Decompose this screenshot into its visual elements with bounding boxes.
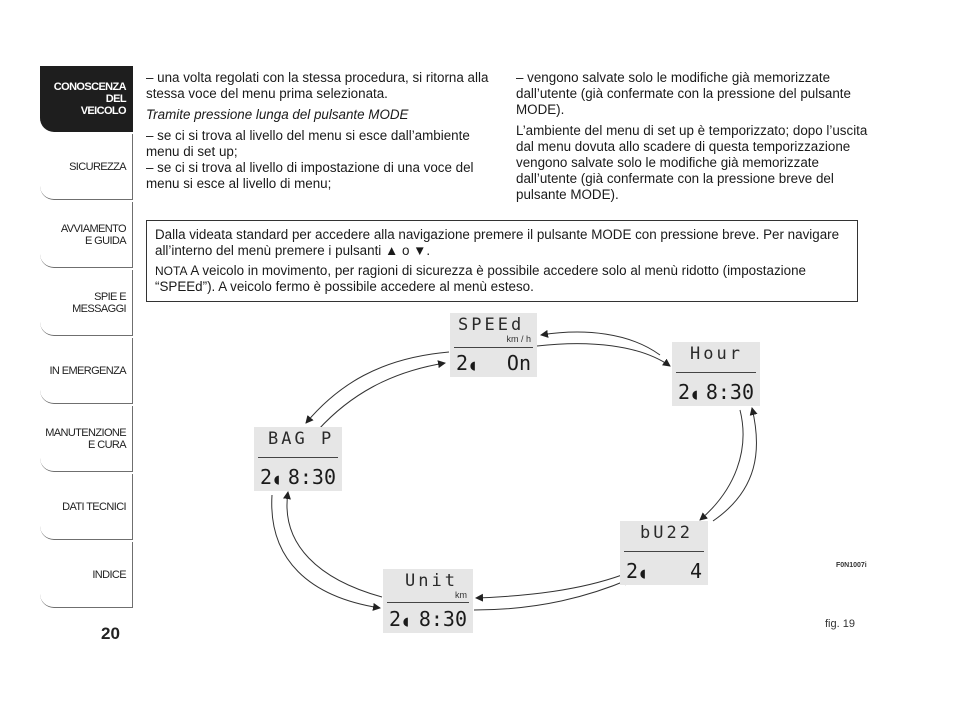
- display-value-row: [456, 351, 531, 375]
- display-separator: [454, 347, 533, 348]
- display-gear: 2: [260, 465, 273, 489]
- subheading: Tramite pressione lunga del pulsante MODE: [146, 107, 409, 122]
- arrow-unit-to-bagp: [287, 492, 382, 597]
- display-gear: 2: [456, 351, 469, 375]
- tab-dati-tecnici[interactable]: [40, 474, 133, 540]
- paragraph: – se ci si trova al livello del menu si esce dall’ambiente menu di set up;: [146, 128, 470, 159]
- page-number: 20: [101, 624, 120, 643]
- display-unit: [383, 569, 473, 633]
- tab-label: INDICE: [92, 568, 126, 581]
- arrow-buzz-to-hour: [713, 408, 757, 521]
- paragraph: L’ambiente del menu di set up è temporizzato; dopo l’uscita dal menu dovuta allo scadere di questa temporizzazione vengono salvate solo le modifiche già memorizzate dall’utente (già confermate con la pressione breve del pulsante MODE).: [516, 123, 868, 202]
- text-column-left: [146, 70, 496, 197]
- arrow-bagp-to-unit: [272, 495, 380, 608]
- display-value: 4: [689, 559, 702, 583]
- display-unit-label: km: [455, 590, 467, 600]
- paragraph: – vengono salvate solo le modifiche già memorizzate dall’utente (già confermate con la pressione del pulsante MODE).: [516, 70, 851, 117]
- tab-conoscenza-del-veicolo[interactable]: [40, 66, 133, 132]
- headlight-icon: ◖: [468, 356, 478, 374]
- display-separator: [624, 551, 704, 552]
- display-value-row: [389, 607, 467, 631]
- display-value: 8:30: [418, 607, 467, 631]
- nota-label: NOTA: [155, 264, 188, 278]
- display-value: 8:30: [287, 465, 336, 489]
- nota-text: A veicolo in movimento, per ragioni di sicurezza è possibile accedere solo al menù ridotto (impostazione “SPEEd”). A veicolo fermo è possibile accedere al menù esteso.: [155, 263, 806, 294]
- display-value-row: [626, 559, 702, 583]
- tab-label: DATI TECNICI: [62, 500, 126, 513]
- headlight-icon: ◖: [401, 612, 411, 630]
- display-speed: [450, 313, 537, 377]
- display-gear: 2: [678, 380, 691, 404]
- arrow-buzz-to-unit: [476, 575, 622, 598]
- display-value: 8:30: [705, 380, 754, 404]
- figure-code: F0N1007i: [836, 562, 867, 569]
- nota-paragraph: [155, 263, 849, 295]
- tab-label: AVVIAMENTO E GUIDA: [60, 222, 126, 247]
- tab-label: CONOSCENZA DEL VEICOLO: [53, 81, 126, 117]
- arrow-bagp-to-speed: [318, 363, 445, 430]
- tab-label: SPIE E MESSAGGI: [72, 290, 126, 315]
- headlight-icon: ◖: [638, 564, 648, 582]
- arrow-speed-to-hour: [537, 344, 670, 366]
- headlight-icon: ◖: [272, 470, 282, 488]
- display-hour: [672, 342, 760, 406]
- display-title: Unit: [405, 571, 458, 591]
- display-separator: [258, 457, 338, 458]
- arrow-unit-to-buzz: [474, 579, 630, 610]
- tab-label: IN EMERGENZA: [49, 364, 126, 377]
- paragraph: – una volta regolati con la stessa procedura, si ritorna alla stessa voce del menu prima selezionata.: [146, 70, 489, 101]
- display-title: SPEEd: [458, 315, 525, 335]
- info-paragraph: Dalla videata standard per accedere alla navigazione premere il pulsante MODE con pressione breve. Per navigare all’interno del menù premere i pulsanti ▲ o ▼.: [155, 227, 840, 258]
- display-separator: [676, 372, 756, 373]
- display-title: bU22: [640, 523, 693, 543]
- tab-manutenzione-e-cura[interactable]: [40, 406, 133, 472]
- display-value-row: [678, 380, 754, 404]
- arrow-hour-to-buzz: [700, 410, 743, 520]
- figure-label: fig. 19: [825, 618, 855, 630]
- tab-label: SICUREZZA: [69, 160, 126, 173]
- display-buzz: [620, 521, 708, 585]
- arrow-speed-to-bagp: [306, 352, 449, 423]
- display-title: Hour: [690, 344, 743, 364]
- tab-indice[interactable]: [40, 542, 133, 608]
- arrow-hour-to-speed: [541, 332, 660, 355]
- text-column-right: [516, 70, 876, 208]
- display-gear: 2: [626, 559, 639, 583]
- display-value-row: [260, 465, 336, 489]
- tab-spie-e-messaggi[interactable]: [40, 270, 133, 336]
- tab-in-emergenza[interactable]: [40, 338, 133, 404]
- headlight-icon: ◖: [690, 385, 700, 403]
- display-title: BAG P: [268, 429, 335, 449]
- chapter-tabs: [40, 66, 133, 610]
- display-value: On: [506, 351, 531, 375]
- display-unit: km / h: [506, 334, 531, 344]
- tab-avviamento-e-guida[interactable]: [40, 202, 133, 268]
- display-gear: 2: [389, 607, 402, 631]
- display-separator: [387, 602, 469, 603]
- display-bag-p: [254, 427, 342, 491]
- tab-sicurezza[interactable]: [40, 134, 133, 200]
- tab-label: MANUTENZIONE E CURA: [45, 426, 126, 451]
- info-box: [146, 220, 858, 302]
- paragraph: – se ci si trova al livello di impostazione di una voce del menu si esce al livello di menu;: [146, 160, 474, 191]
